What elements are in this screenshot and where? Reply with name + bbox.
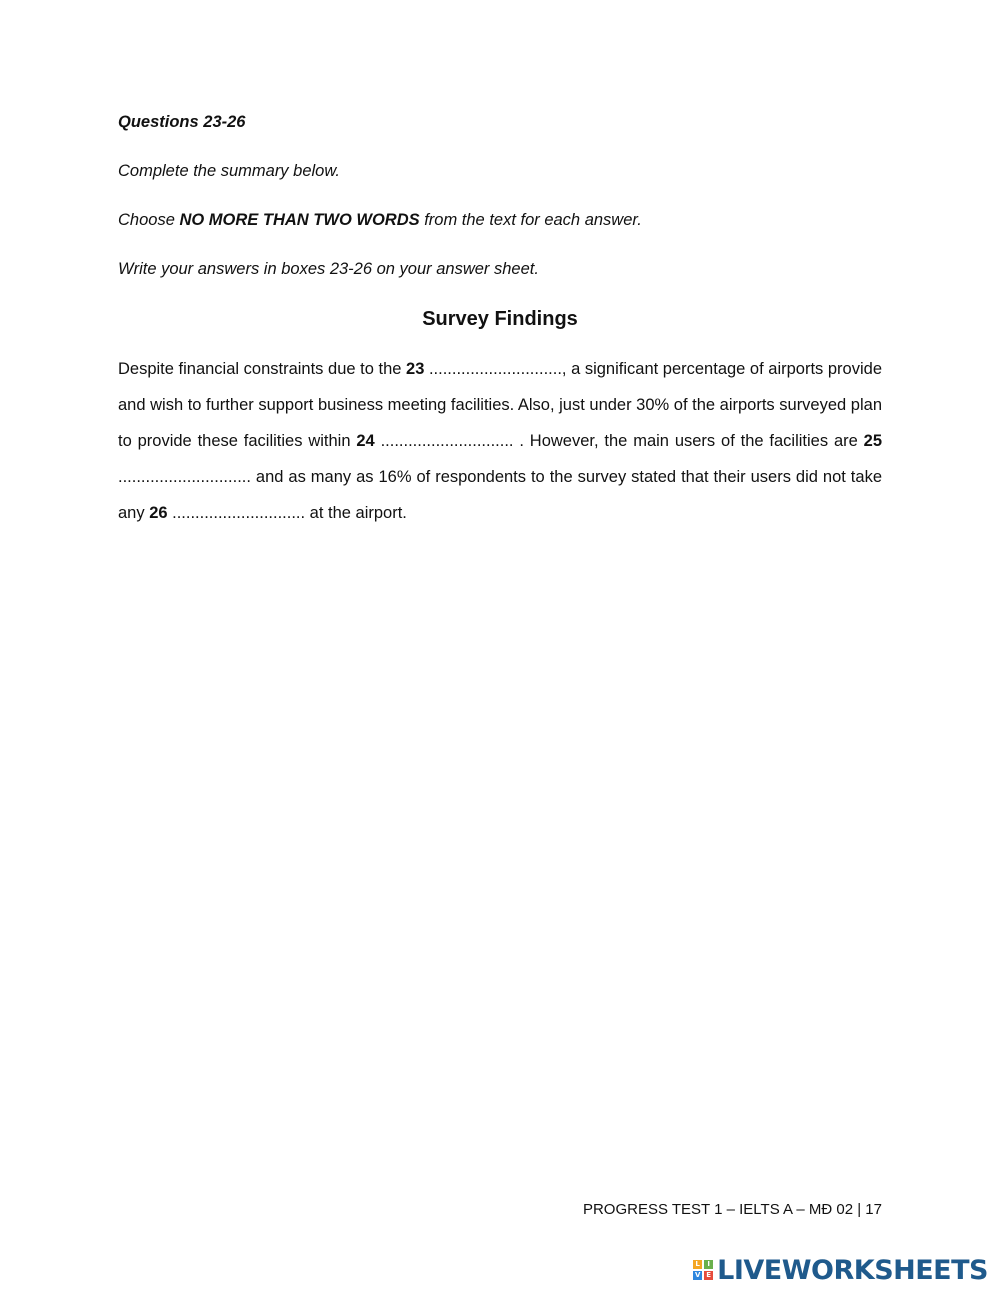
instruction-word-limit-pre: Choose: [118, 211, 180, 229]
instruction-word-limit-emphasis: NO MORE THAN TWO WORDS: [179, 211, 420, 229]
summary-segment-5: ............................. at the airport.: [167, 504, 407, 522]
summary-segment-2: ............................., a significant percentage of airports provide and wish to further support business meeting facilities. Also, just under 30% of the airports surveyed plan to provide these facilities within: [118, 360, 883, 450]
page-content: [118, 112, 882, 531]
summary-segment-3: ............................. . However, the main users of the facilities are: [374, 432, 864, 450]
instruction-word-limit-post: from the text for each answer.: [419, 211, 642, 229]
logo-mark-letter-1: L: [693, 1260, 702, 1269]
instruction-answer-sheet: Write your answers in boxes 23-26 on your answer sheet.: [118, 260, 539, 278]
summary-segment-1: Despite financial constraints due to the: [118, 360, 407, 378]
summary-segment-4: ............................. and as many as 16% of respondents to the survey stated that their users did not take any: [118, 468, 882, 522]
liveworksheets-logo-mark-icon: [693, 1260, 713, 1280]
question-26-number: 26: [149, 504, 168, 522]
logo-mark-letter-4: E: [704, 1271, 713, 1280]
instruction-word-limit: [118, 210, 882, 230]
question-24-number: 24: [356, 432, 375, 450]
summary-paragraph: [118, 351, 882, 531]
summary-title: Survey Findings: [422, 308, 578, 330]
liveworksheets-logo: [693, 1254, 988, 1286]
liveworksheets-logo-text: LIVEWORKSHEETS: [717, 1254, 988, 1286]
instruction-complete-summary: Complete the summary below.: [118, 162, 340, 180]
question-23-number: 23: [406, 360, 425, 378]
logo-mark-letter-3: V: [694, 1271, 701, 1279]
question-25-number: 25: [863, 432, 883, 450]
page-footer: PROGRESS TEST 1 – IELTS A – MĐ 02 | 17: [582, 1201, 882, 1218]
logo-mark-letter-2: I: [704, 1260, 713, 1269]
questions-heading: Questions 23-26: [118, 113, 246, 131]
